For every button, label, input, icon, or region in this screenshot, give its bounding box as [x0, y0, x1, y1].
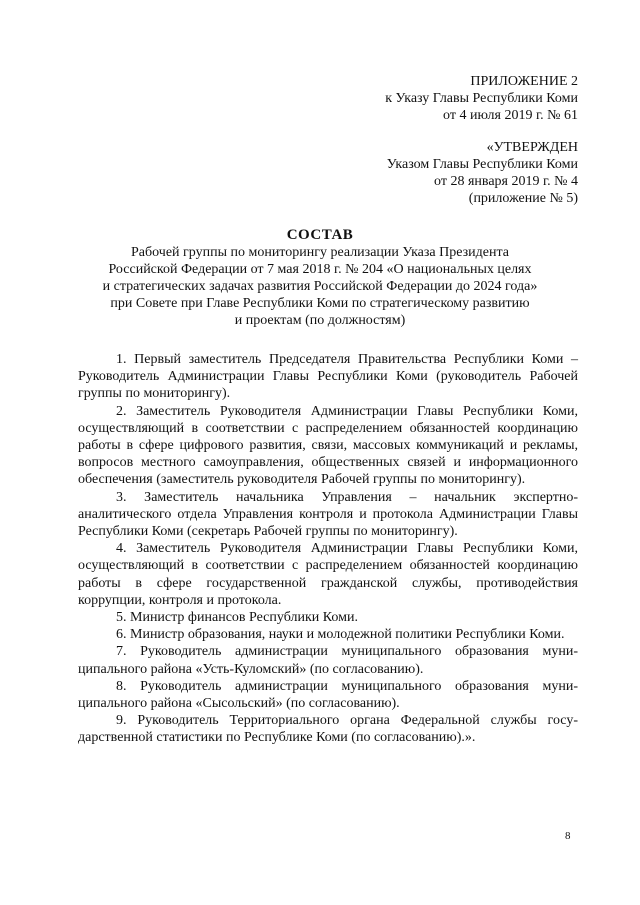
appendix-decree-date: от 4 июля 2019 г. № 61: [443, 108, 578, 123]
approval-block: [387, 139, 578, 207]
list-item: 6. Министр образования, науки и молодежной политики Республики Коми.: [116, 627, 565, 643]
subtitle-line: и стратегических задачах развития Российской Федерации до 2024 года»: [102, 279, 538, 294]
list-item: 2. Заместитель Руководителя Администрации Главы Республики Коми, осуществляющий в соответствии с распределением обязанностей координацию работы в сфере цифрового развития, связи, массовых коммуникаций и рекламы, вопросов местного самоуправления, общественных связей и информационного обеспечения (заместитель руководителя Рабочей группы по мониторингу).: [78, 403, 578, 488]
list-item: 7. Руководитель администрации муниципального образования муниципального района «Усть-Куломский» (по согласованию).: [78, 644, 578, 677]
list-item: 1. Первый заместитель Председателя Правительства Республики Коми – Руководитель Администрации Главы Республики Коми (руководитель Рабочей группы по мониторингу).: [78, 352, 578, 402]
approval-title: «УТВЕРЖДЕН: [486, 140, 578, 155]
list-item: 8. Руководитель администрации муниципального образования муниципального района «Сысольский» (по согласованию).: [78, 678, 578, 712]
document-heading: [70, 226, 570, 329]
appendix-header: [385, 73, 578, 124]
subtitle-line: и проектам (по должностям): [234, 313, 406, 328]
subtitle-line: Российской Федерации от 7 мая 2018 г. № 204 «О национальных целях: [108, 262, 532, 277]
members-list: [78, 351, 578, 747]
list-item: 9. Руководитель Территориального органа Федеральной службы государственной статистики по Республике Коми (по согласованию).».: [78, 713, 578, 746]
appendix-title: ПРИЛОЖЕНИЕ 2: [470, 74, 578, 89]
approval-appendix-ref: (приложение № 5): [468, 191, 578, 206]
list-item: 5. Министр финансов Республики Коми.: [116, 610, 358, 626]
page-number: 8: [565, 830, 571, 842]
appendix-decree-ref: к Указу Главы Республики Коми: [385, 91, 578, 106]
list-item: 4. Заместитель Руководителя Администрации Главы Республики Коми, осуществляющий в соответствии с распределением обязанностей координацию работы в сфере государственной гражданской службы, противодействия коррупции, контроля и протокола.: [78, 541, 578, 608]
document-title: СОСТАВ: [286, 227, 354, 243]
subtitle-line: Рабочей группы по мониторингу реализации Указа Президента: [131, 245, 509, 260]
list-item: 3. Заместитель начальника Управления – начальник экспертно-аналитического отдела Управления контроля и протокола Администрации Главы Республики Коми (секретарь Рабочей группы по мониторингу).: [78, 489, 578, 540]
approval-decree-date: от 28 января 2019 г. № 4: [434, 174, 578, 189]
subtitle-line: при Совете при Главе Республики Коми по стратегическому развитию: [110, 296, 530, 311]
approval-decree-ref: Указом Главы Республики Коми: [386, 157, 578, 172]
document-subtitle: [70, 244, 570, 329]
